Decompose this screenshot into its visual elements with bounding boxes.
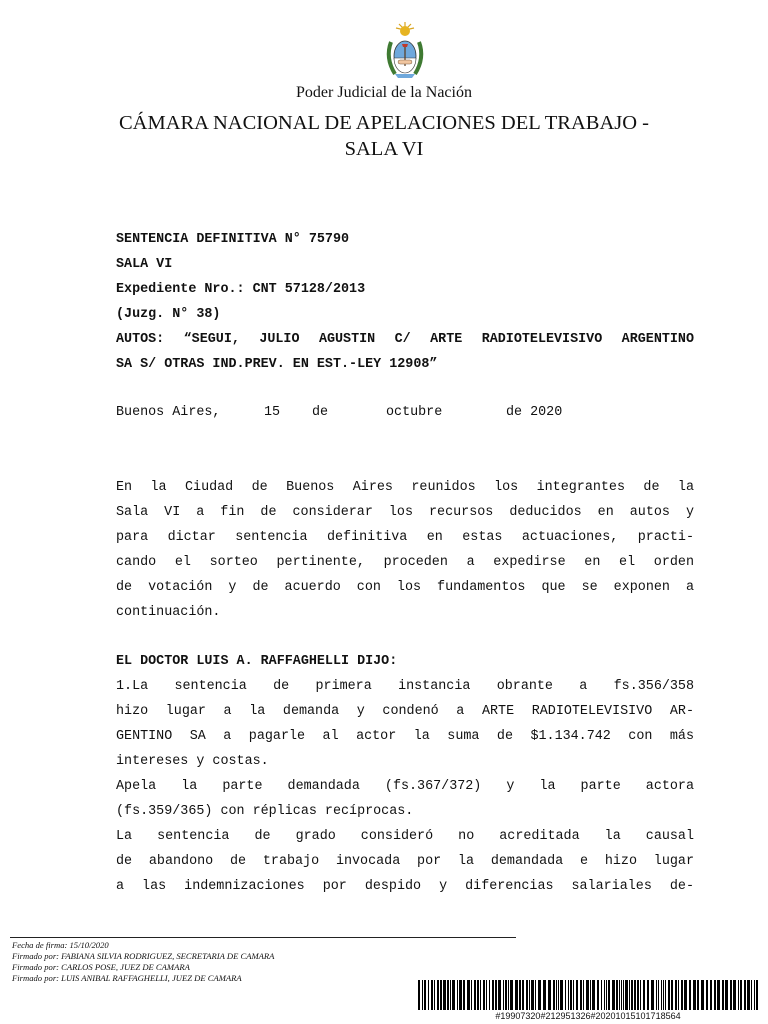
intro-line: En la Ciudad de Buenos Aires reunidos los integrantes de la bbox=[116, 480, 694, 495]
body-line: GENTINO SA a pagarle al actor la suma de $1.134.742 con más bbox=[116, 729, 694, 744]
signature-line: Firmado por: CARLOS POSE, JUEZ DE CAMARA bbox=[12, 962, 190, 972]
autos-line-1: AUTOS: “SEGUI, JULIO AGUSTIN C/ ARTE RADIOTELEVISIVO ARGENTINO bbox=[116, 332, 694, 347]
date-de: de bbox=[312, 405, 329, 420]
date-city: Buenos Aires, bbox=[116, 405, 221, 420]
body-line: intereses y costas. bbox=[116, 754, 269, 769]
court-name: Poder Judicial de la Nación bbox=[296, 84, 472, 101]
coat-of-arms-emblem bbox=[381, 20, 429, 82]
signature-line: Firmado por: LUIS ANIBAL RAFFAGHELLI, JUEZ DE CAMARA bbox=[12, 973, 242, 983]
body-line: 1.La sentencia de primera instancia obrante a fs.356/358 bbox=[116, 679, 694, 694]
body-line: Apela la parte demandada (fs.367/372) y la parte actora bbox=[116, 779, 694, 794]
barcode-number: #19907320#212951326#20201015101718564 bbox=[495, 1011, 681, 1021]
date-year: de 2020 bbox=[506, 405, 563, 420]
vote-heading: EL DOCTOR LUIS A. RAFFAGHELLI DIJO: bbox=[116, 654, 398, 669]
intro-line: para dictar sentencia definitiva en estas actuaciones, practi- bbox=[116, 530, 694, 545]
body-line: de abandono de trabajo invocada por la demandada e hizo lugar bbox=[116, 854, 694, 869]
expediente-number: Expediente Nro.: CNT 57128/2013 bbox=[116, 282, 366, 297]
juzgado-number: (Juzg. N° 38) bbox=[116, 307, 221, 322]
intro-line: Sala VI a fin de considerar los recursos deducidos en autos y bbox=[116, 505, 694, 520]
body-line: hizo lugar a la demanda y condenó a ARTE RADIOTELEVISIVO AR- bbox=[116, 704, 694, 719]
intro-line: continuación. bbox=[116, 605, 221, 620]
chamber-title-line-2: SALA VI bbox=[344, 138, 424, 160]
chamber-title-line-1: CÁMARA NACIONAL DE APELACIONES DEL TRABAJO - bbox=[119, 112, 649, 134]
intro-line: de votación y de acuerdo con los fundamentos que se exponen a bbox=[116, 580, 694, 595]
intro-line: cando el sorteo pertinente, proceden a expedirse en el orden bbox=[116, 555, 694, 570]
ruling-number: SENTENCIA DEFINITIVA N° 75790 bbox=[116, 232, 350, 247]
signature-date: Fecha de firma: 15/10/2020 bbox=[12, 940, 109, 950]
date-day: 15 bbox=[264, 405, 281, 420]
sala-label: SALA VI bbox=[116, 257, 173, 272]
date-month: octubre bbox=[386, 405, 443, 420]
autos-line-2: SA S/ OTRAS IND.PREV. EN EST.-LEY 12908” bbox=[116, 357, 438, 372]
signature-line: Firmado por: FABIANA SILVIA RODRIGUEZ, SECRETARIA DE CAMARA bbox=[12, 951, 275, 961]
chamber-title bbox=[110, 110, 658, 162]
footer-divider bbox=[10, 937, 516, 938]
body-line: La sentencia de grado consideró no acreditada la causal bbox=[116, 829, 694, 844]
barcode-image bbox=[418, 980, 758, 1010]
body-line: (fs.359/365) con réplicas recíprocas. bbox=[116, 804, 414, 819]
body-line: a las indemnizaciones por despido y diferencias salariales de- bbox=[116, 879, 694, 894]
